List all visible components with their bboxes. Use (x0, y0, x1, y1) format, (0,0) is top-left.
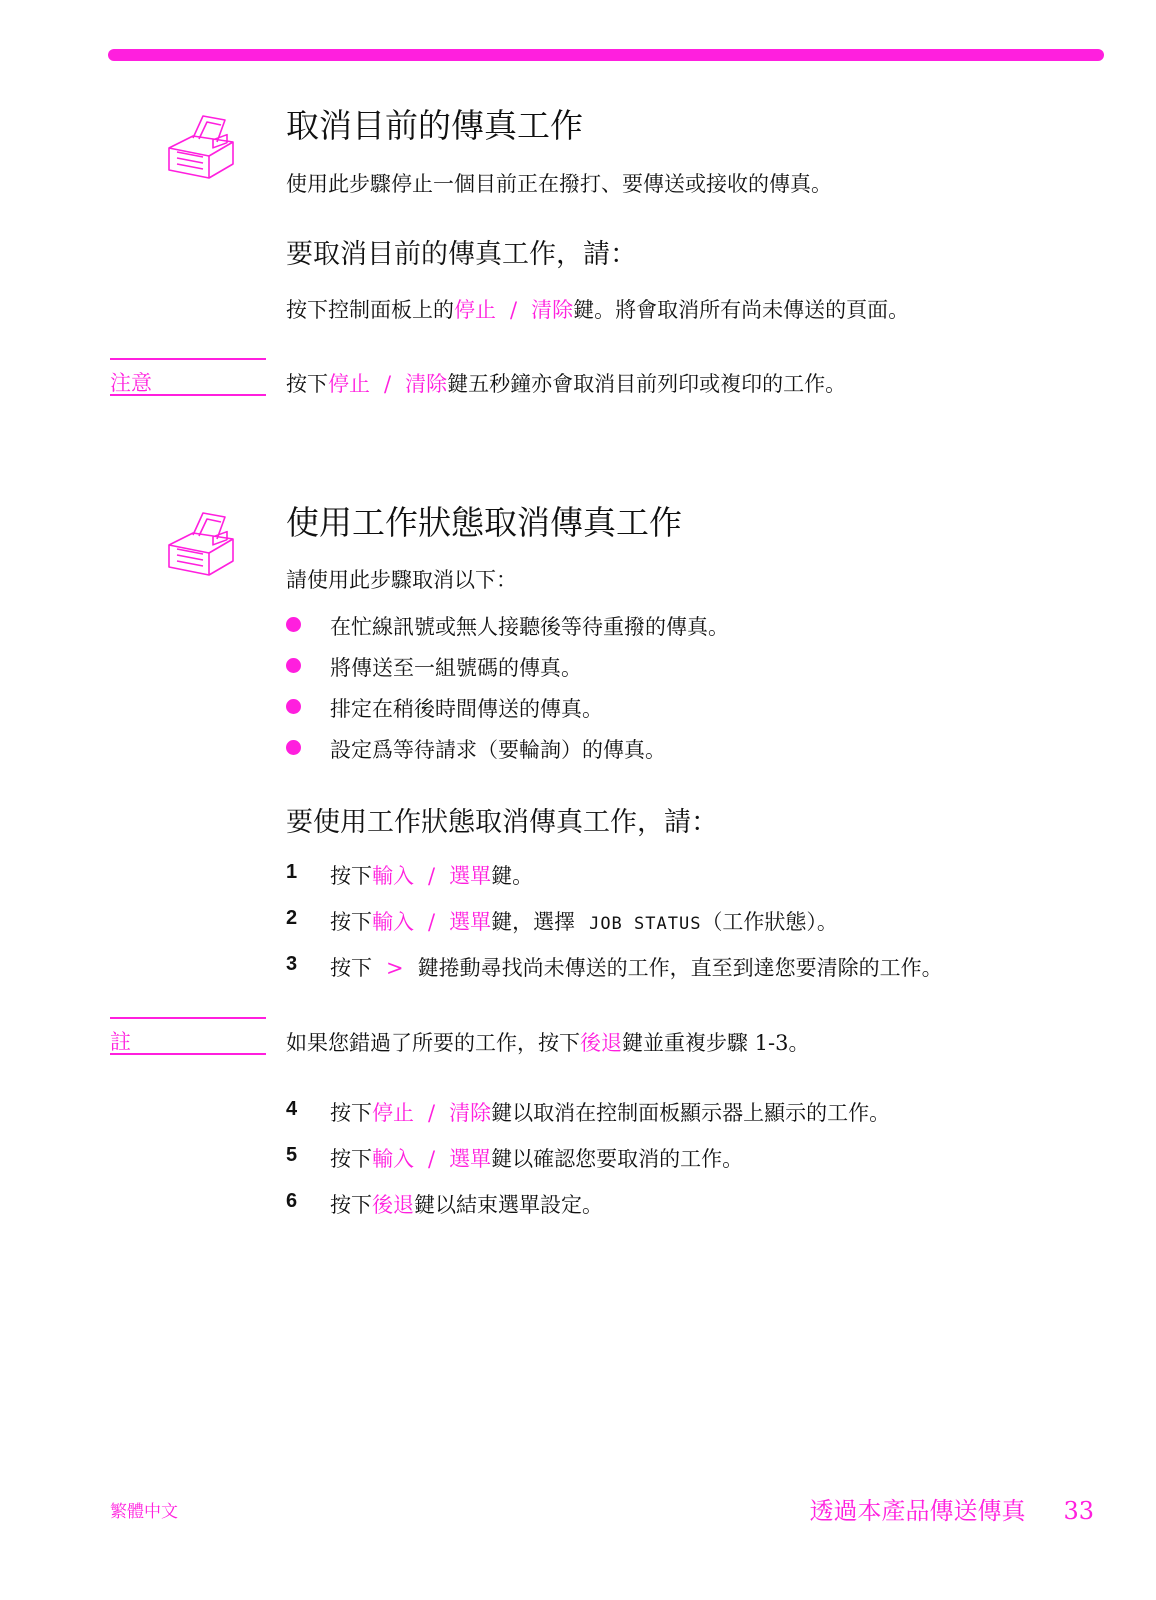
caution-label: 注意 (110, 371, 152, 395)
footer-chapter-page (809, 1491, 1094, 1526)
key-menu: 選單 (449, 910, 492, 934)
key-slash: / (428, 910, 436, 934)
section-title-cancel-current: 取消目前的傳真工作 (286, 106, 583, 145)
step-suffix: 鍵以取消在控制面板顯示器上顯示的工作。 (491, 1101, 891, 1125)
bullet-icon (286, 740, 301, 755)
key-back: 後退 (580, 1031, 622, 1055)
step-number: 2 (286, 907, 298, 929)
step-prefix: 按下 (330, 1147, 372, 1171)
step-number: 1 (286, 861, 298, 883)
key-enter: 輸入 (372, 864, 414, 888)
header-rule (108, 49, 1104, 61)
step-number: 6 (286, 1190, 298, 1212)
step-prefix: 按下 (330, 1101, 372, 1125)
caution-text (286, 368, 846, 398)
step-number: 3 (286, 953, 298, 975)
display-text: JOB STATUS (589, 914, 702, 934)
note-suffix: 鍵並重複步驟 1-3。 (622, 1031, 810, 1055)
step-prefix: 按下 (330, 864, 372, 888)
step-suffix: 鍵。 (491, 864, 534, 888)
key-clear: 清除 (449, 1101, 492, 1125)
note-prefix: 如果您錯過了所要的工作，按下 (286, 1031, 580, 1055)
note-label: 註 (110, 1030, 131, 1054)
fax-machine-icon (163, 505, 239, 581)
fax-machine-icon (163, 108, 239, 184)
section-title-job-status: 使用工作狀態取消傳真工作 (286, 503, 682, 542)
list-item-text: 設定爲等待請求（要輪詢）的傳真。 (330, 738, 666, 762)
step-suffix: 鍵以確認您要取消的工作。 (491, 1147, 744, 1171)
bullet-icon (286, 699, 301, 714)
caution-suffix: 鍵五秒鐘亦會取消目前列印或複印的工作。 (447, 372, 847, 396)
instruction-prefix: 按下控制面板上的 (286, 298, 454, 322)
note-label-box (110, 1017, 266, 1055)
footer-language: 繁體中文 (110, 1502, 178, 1522)
key-slash: / (428, 864, 436, 888)
instruction-text (286, 294, 909, 324)
key-menu: 選單 (449, 864, 492, 888)
key-back: 後退 (372, 1193, 414, 1217)
step-prefix: 按下 (330, 910, 372, 934)
key-enter: 輸入 (372, 910, 414, 934)
step-prefix: 按下 (330, 956, 372, 980)
key-menu: 選單 (449, 1147, 492, 1171)
step-suffix: 鍵以結束選單設定。 (414, 1193, 603, 1217)
key-clear: 清除 (531, 298, 574, 322)
section-intro: 使用此步驟停止一個目前正在撥打、要傳送或接收的傳真。 (286, 172, 832, 196)
note-text (286, 1027, 810, 1057)
list-item-text: 排定在稍後時間傳送的傳真。 (330, 697, 603, 721)
step-number: 5 (286, 1144, 298, 1166)
subheading: 要使用工作狀態取消傳真工作，請： (286, 807, 718, 838)
step-suffix: （工作狀態）。 (701, 910, 838, 934)
key-enter: 輸入 (372, 1147, 414, 1171)
key-slash: / (510, 298, 518, 322)
key-right-arrow: > (386, 956, 404, 980)
list-item-text: 在忙線訊號或無人接聽後等待重撥的傳真。 (330, 615, 729, 639)
caution-prefix: 按下 (286, 372, 328, 396)
bullet-icon (286, 658, 301, 673)
list-item-text: 將傳送至一組號碼的傳真。 (330, 656, 582, 680)
section-intro: 請使用此步驟取消以下： (286, 568, 517, 592)
step-prefix: 按下 (330, 1193, 372, 1217)
step-suffix: 鍵捲動尋找尚未傳送的工作，直至到達您要清除的工作。 (417, 956, 943, 980)
footer-chapter: 透過本產品傳送傳真 (809, 1497, 1026, 1525)
step-number: 4 (286, 1098, 298, 1120)
subheading: 要取消目前的傳真工作，請： (286, 239, 637, 270)
instruction-suffix: 鍵。將會取消所有尚未傳送的頁面。 (573, 298, 910, 322)
step-mid: 鍵，選擇 (491, 910, 576, 934)
caution-label-box (110, 358, 266, 396)
bullet-icon (286, 617, 301, 632)
key-slash: / (428, 1101, 436, 1125)
key-slash: / (384, 372, 392, 396)
key-slash: / (428, 1147, 436, 1171)
key-stop: 停止 (372, 1101, 414, 1125)
key-stop: 停止 (328, 372, 370, 396)
key-stop: 停止 (454, 298, 496, 322)
page-number: 33 (1063, 1497, 1094, 1525)
key-clear: 清除 (405, 372, 448, 396)
